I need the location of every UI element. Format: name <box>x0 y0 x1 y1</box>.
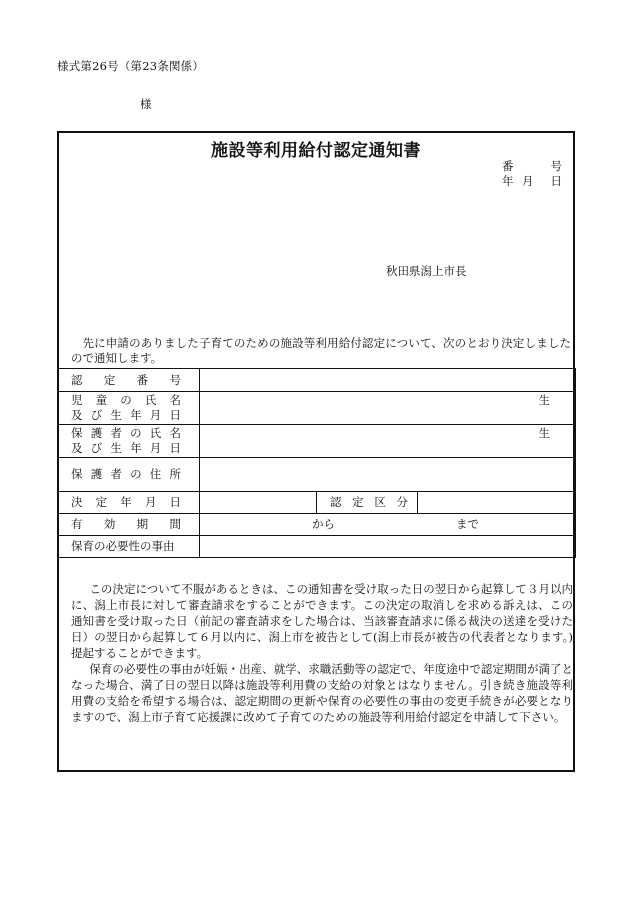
necessity-reason-label: 保育の必要性の事由 <box>58 536 200 558</box>
notice-frame <box>57 131 575 772</box>
guardian-address-label: 保 護 者 の 住 所 <box>58 458 200 492</box>
table-row <box>58 492 576 514</box>
cert-number-value <box>200 369 576 392</box>
cert-category-label: 認 定 区 分 <box>317 492 418 514</box>
intro-text: 先に申請のありました子育てのための施設等利用給付認定について、次のとおり決定しましたので通知します。 <box>71 336 571 365</box>
period-from-label: から <box>312 517 335 531</box>
certification-table <box>57 368 576 558</box>
table-row <box>58 458 576 492</box>
form-number-label: 様式第26号（第23条関係） <box>57 59 205 73</box>
decision-date-label: 決 定 年 月 日 <box>58 492 200 514</box>
document-date-label: 年 月 日 <box>502 174 562 188</box>
birth-suffix: 生 <box>538 393 551 407</box>
decision-date-value <box>200 492 317 514</box>
necessity-reason-value <box>200 536 576 558</box>
guardian-name-birth-label: 保 護 者 の 氏 名 及 び 生 年 月 日 <box>58 425 200 458</box>
document-title: 施設等利用給付認定通知書 <box>211 141 421 161</box>
notice-text <box>71 581 573 725</box>
birth-suffix: 生 <box>538 426 551 440</box>
document-number-label: 番 号 <box>502 159 562 173</box>
table-row <box>58 514 576 536</box>
cert-number-label: 認 定 番 号 <box>58 369 200 392</box>
child-name-birth-label: 児 童 の 氏 名 及 び 生 年 月 日 <box>58 392 200 425</box>
valid-period-label: 有 効 期 間 <box>58 514 200 536</box>
table-row <box>58 425 576 458</box>
period-until-label: まで <box>456 517 479 531</box>
guardian-name-birth-value <box>200 425 576 458</box>
cert-category-value <box>418 492 576 514</box>
recipient-suffix: 様 <box>140 97 152 111</box>
valid-period-value <box>200 514 576 536</box>
guardian-address-value <box>200 458 576 492</box>
table-row <box>58 392 576 425</box>
table-row <box>58 536 576 558</box>
issuer-name: 秋田県潟上市長 <box>386 264 467 278</box>
child-name-birth-value <box>200 392 576 425</box>
notice-paragraph-renewal: 保育の必要性の事由が妊娠・出産、就学、求職活動等の認定で、年度途中で認定期間が満了となった場合、満了日の翌日以降は施設等利用費の支給の対象とはなりません。引き続き施設等利用費の支給を希望する場合は、認定期間の更新や保育の必要性の事由の変更手続きが必要となりますので、潟上市子育て応援課に改めて子育てのための施設等利用給付認定を申請して下さい。 <box>71 662 573 724</box>
notice-paragraph-appeal: この決定について不服があるときは、この通知書を受け取った日の翌日から起算して３月以内に、潟上市長に対して審査請求をすることができます。この決定の取消しを求める訴えは、この通知書を受け取った日（前記の審査請求をした場合は、当該審査請求に係る裁決の送達を受けた日）の翌日から起算して６月以内に、潟上市を被告として(潟上市長が被告の代表者となります。)提起することができます。 <box>71 582 573 660</box>
table-row <box>58 369 576 392</box>
